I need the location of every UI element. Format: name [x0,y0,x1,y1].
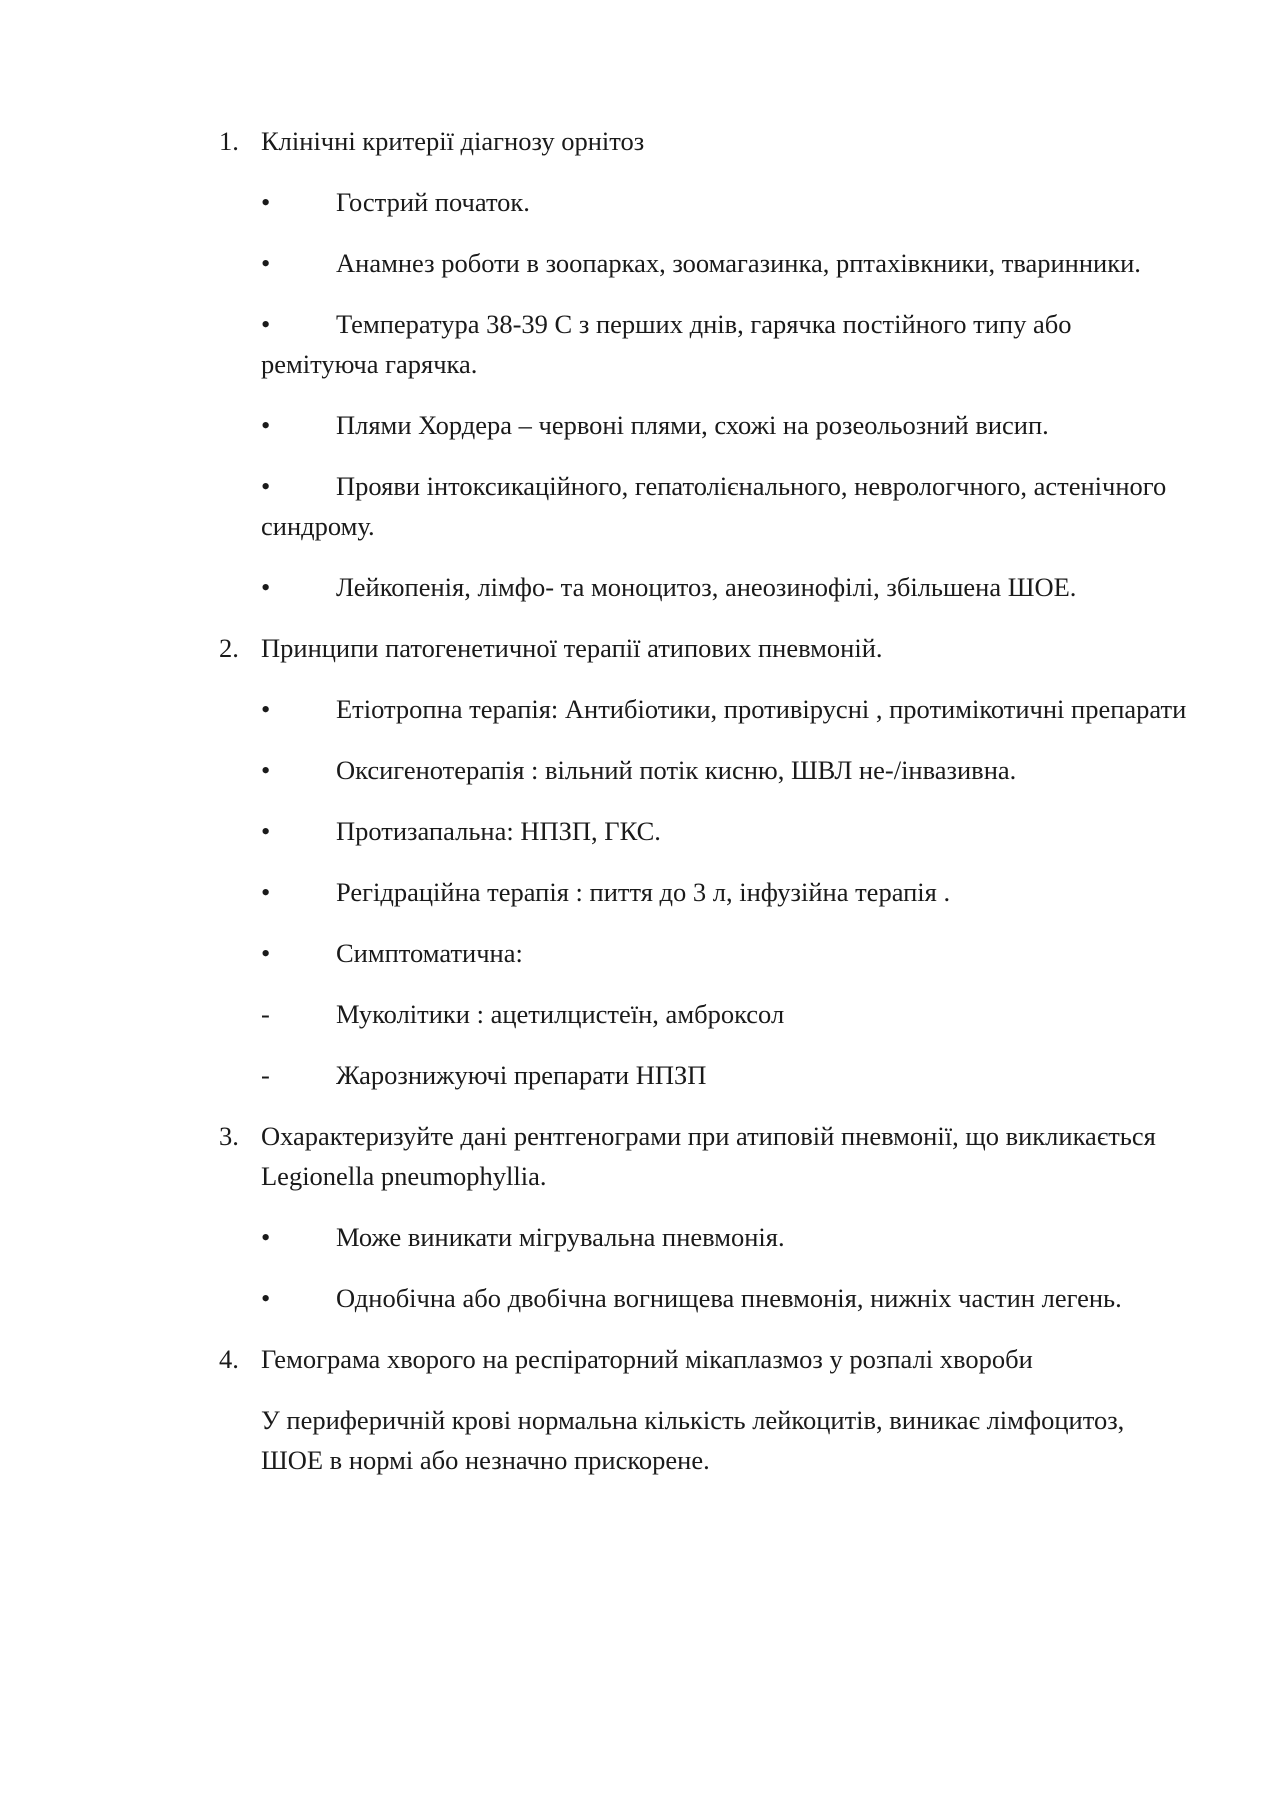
bullet-marker: • [261,1283,271,1313]
list-item-text: Анамнез роботи в зоопарках, зоомагазинка, рптахівкники, тваринники. [336,248,1141,278]
list-item-text: Прояви інтоксикаційного, гепатолієнального, неврологчного, астенічного синдрому. [261,471,1167,541]
section-2 [219,628,1190,1095]
list-item [261,1217,1190,1257]
section-4 [219,1339,1190,1480]
bullet-marker: • [261,309,271,339]
question-number: 2. [219,633,239,663]
list-item [261,243,1190,283]
list-item-text: Може виникати мігрувальна пневмонія. [336,1222,785,1252]
question-heading [219,1116,1190,1196]
list-item-text: Лейкопенія, лімфо- та моноцитоз, анеозинофілі, збільшена ШОЕ. [336,572,1077,602]
list-item-text: Муколітики : ацетилцистеїн, амброксол [336,999,785,1029]
question-title: Охарактеризуйте дані рентгенограми при атиповій пневмонії, що викликається Legionella pneumophyllia. [261,1121,1156,1191]
list-item-text: Симптоматична: [336,938,523,968]
question-title: Принципи патогенетичної терапії атипових пневмоній. [261,633,883,663]
list-item [261,689,1190,729]
section-3 [219,1116,1190,1318]
list-item-text: Жарознижуючі препарати НПЗП [336,1060,707,1090]
bullet-marker: • [261,187,271,217]
bullet-marker: • [261,877,271,907]
list-item-text: Протизапальна: НПЗП, ГКС. [336,816,661,846]
list-item-text: Гострий початок. [336,187,530,217]
list-item-text: Однобічна або двобічна вогнищева пневмонія, нижніх частин легень. [336,1283,1122,1313]
list-item [261,405,1190,445]
answer-block [261,1400,1190,1480]
bullet-marker: • [261,816,271,846]
list-item [261,811,1190,851]
list-item-text: Регідраційна терапія : пиття до 3 л, інфузійна терапія . [336,877,951,907]
list-item-text: Етіотропна терапія: Антибіотики, противірусні , протимікотичні препарати [336,694,1187,724]
list-item-text: Температура 38-39 С з перших днів, гарячка постійного типу або ремітуюча гарячка. [261,309,1072,379]
list-item [261,304,1190,384]
question-heading [219,121,1190,161]
bullet-list [261,689,1190,1095]
list-item-text: Плями Хордера – червоні плями, схожі на розеольозний висип. [336,410,1049,440]
dash-marker: - [261,999,270,1029]
answer-paragraph: У периферичній крові нормальна кількість лейкоцитів, виникає лімфоцитоз, ШОЕ в нормі або незначно прискорене. [261,1405,1125,1475]
list-item [261,567,1190,607]
question-number: 3. [219,1121,239,1151]
question-number: 1. [219,126,239,156]
question-heading [219,1339,1190,1379]
list-item [261,466,1190,546]
bullet-list [261,182,1190,607]
bullet-marker: • [261,938,271,968]
bullet-marker: • [261,755,271,785]
list-item [261,994,1190,1034]
question-number: 4. [219,1344,239,1374]
question-heading [219,628,1190,668]
dash-marker: - [261,1060,270,1090]
question-title: Клінічні критерії діагнозу орнітоз [261,126,645,156]
bullet-marker: • [261,471,271,501]
list-item [261,750,1190,790]
list-item [261,872,1190,912]
bullet-marker: • [261,694,271,724]
bullet-marker: • [261,572,271,602]
section-1 [219,121,1190,607]
list-item [261,933,1190,973]
bullet-list [261,1217,1190,1318]
bullet-marker: • [261,248,271,278]
list-item-text: Оксигенотерапія : вільний потік кисню, ШВЛ не-/інвазивна. [336,755,1017,785]
list-item [261,182,1190,222]
bullet-marker: • [261,410,271,440]
bullet-marker: • [261,1222,271,1252]
question-title: Гемограма хворого на респіраторний мікаплазмоз у розпалі хвороби [261,1344,1033,1374]
list-item [261,1278,1190,1318]
list-item [261,1055,1190,1095]
